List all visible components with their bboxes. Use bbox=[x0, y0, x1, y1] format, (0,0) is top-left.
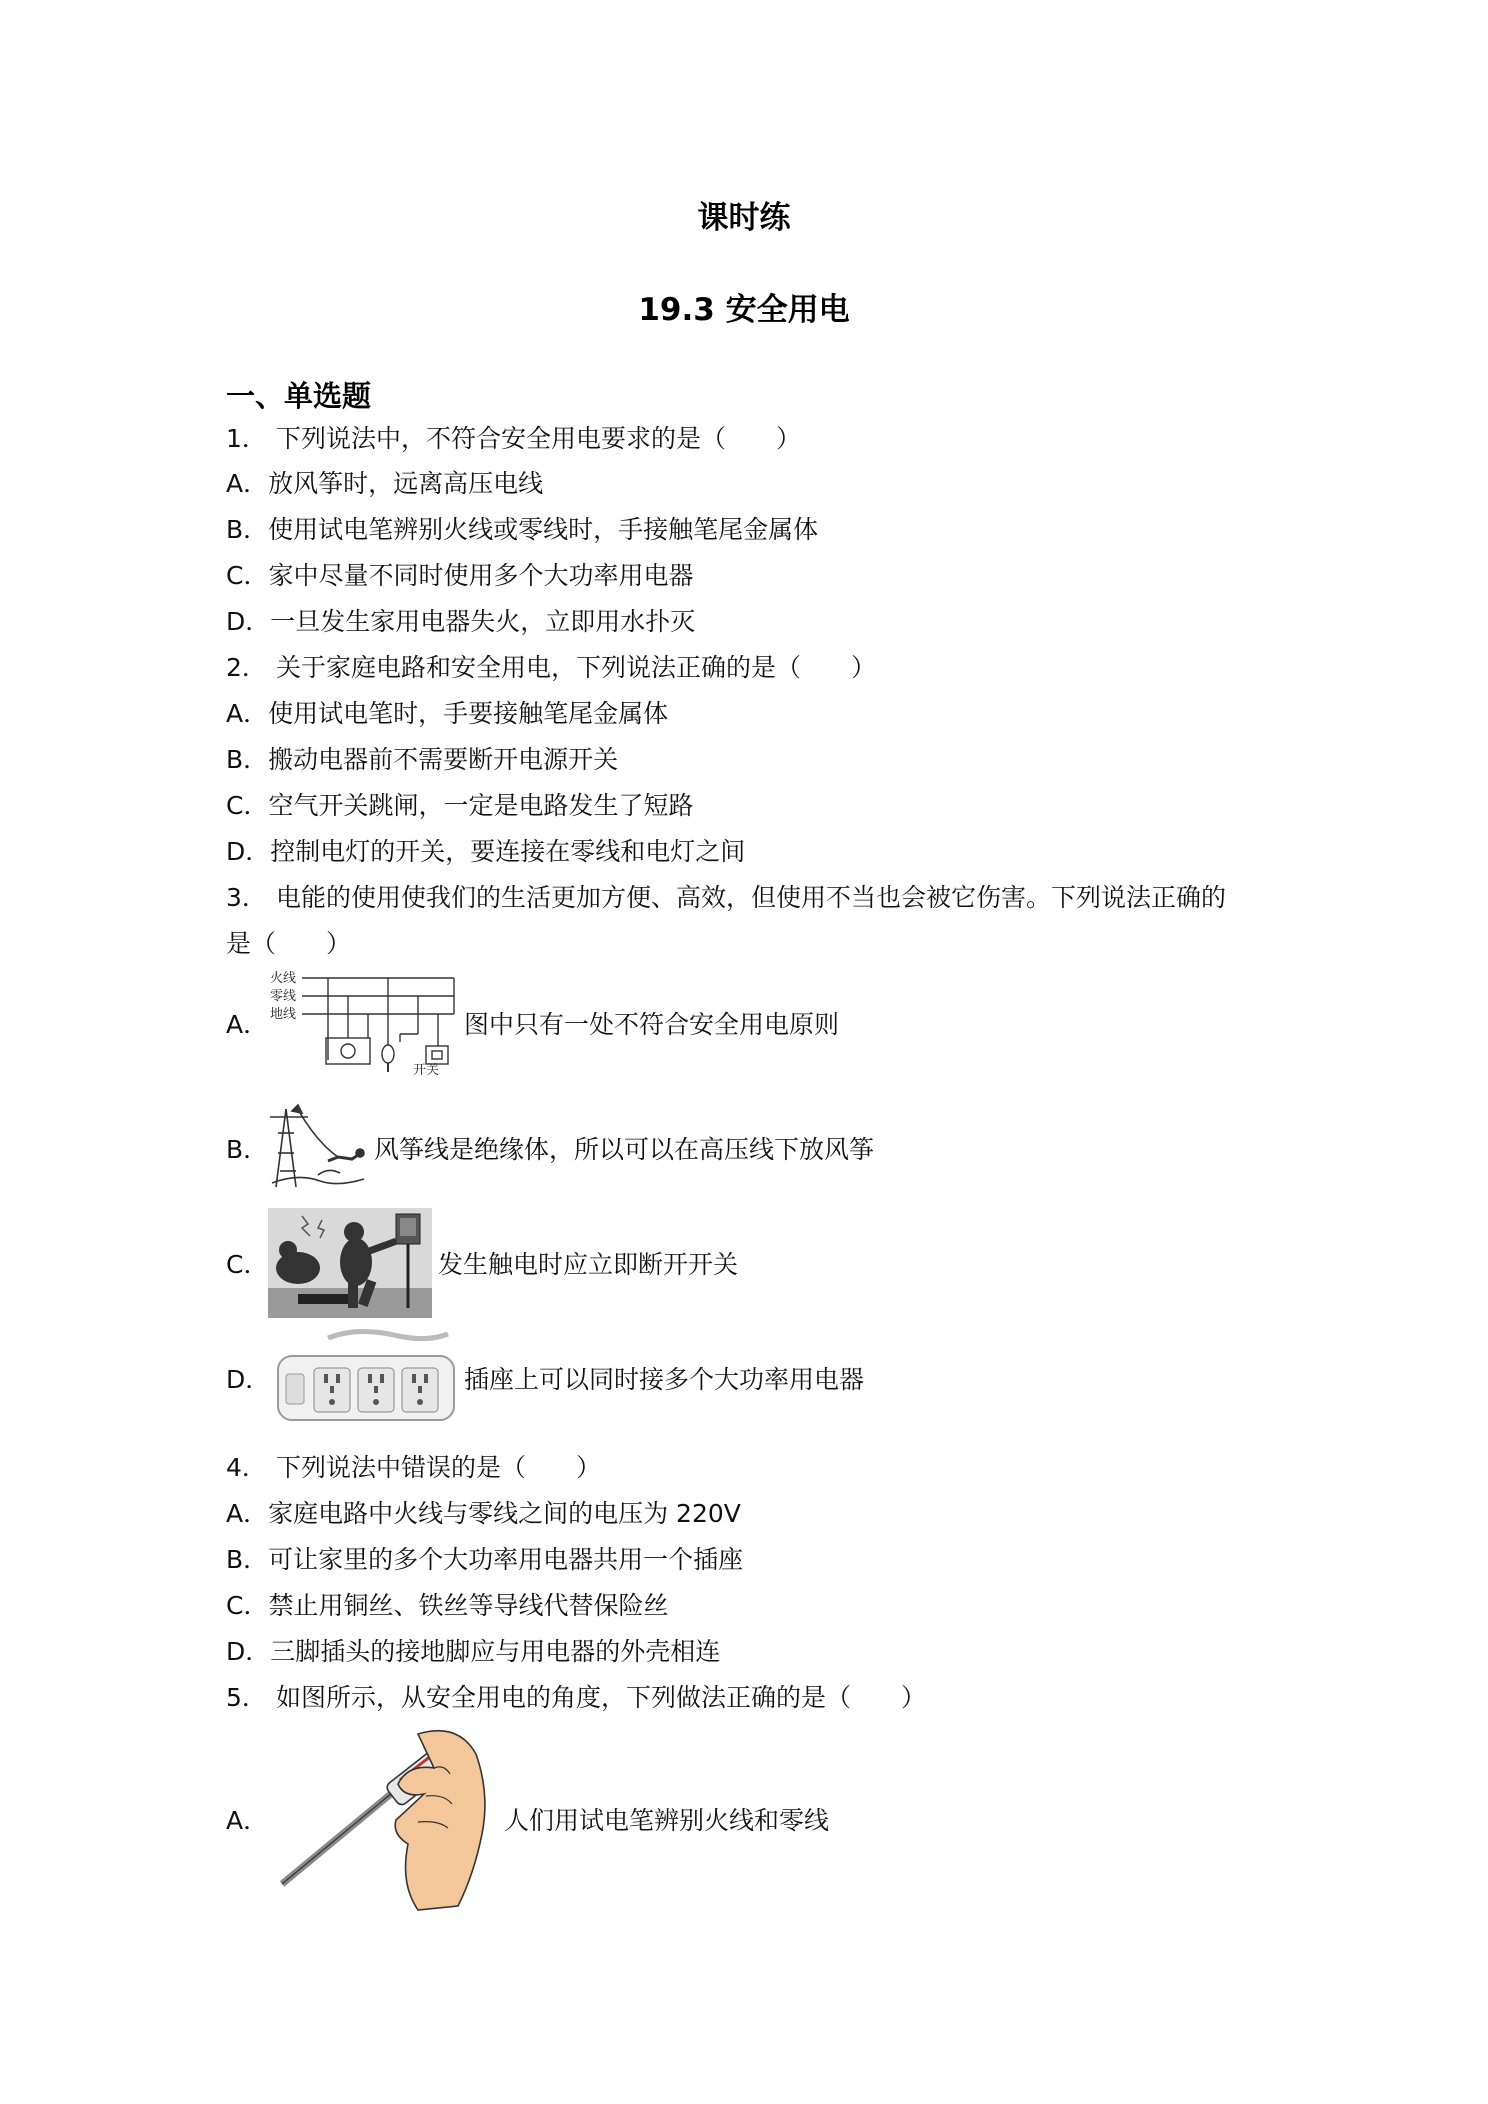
q3-option-a bbox=[226, 968, 839, 1078]
question-4 bbox=[226, 1452, 601, 1484]
question-1 bbox=[226, 423, 801, 455]
q2-option-d: D．控制电灯的开关，要连接在零线和电灯之间 bbox=[226, 837, 746, 866]
q4-option-a: A．家庭电路中火线与零线之间的电压为 220V bbox=[226, 1499, 741, 1528]
power-strip-figure bbox=[268, 1326, 458, 1430]
live-wire-label: 火线 bbox=[270, 971, 297, 986]
question-3 bbox=[226, 882, 1226, 914]
neutral-wire-label: 零线 bbox=[270, 989, 297, 1004]
option-label: D． bbox=[226, 1365, 271, 1394]
question-number: 1． bbox=[226, 424, 267, 453]
electric-shock-rescue-figure bbox=[268, 1208, 432, 1318]
question-text: 如图所示，从安全用电的角度，下列做法正确的是（ ） bbox=[276, 1683, 927, 1712]
q2-option-b: B．搬动电器前不需要断开电源开关 bbox=[226, 745, 619, 774]
q3-option-c bbox=[226, 1208, 738, 1318]
option-label: C． bbox=[226, 1250, 269, 1279]
question-text: 关于家庭电路和安全用电，下列说法正确的是（ ） bbox=[276, 653, 877, 682]
q1-option-d: D．一旦发生家用电器失火，立即用水扑灭 bbox=[226, 607, 696, 636]
q2-option-a: A．使用试电笔时，手要接触笔尾金属体 bbox=[226, 699, 669, 728]
question-text: 下列说法中，不符合安全用电要求的是（ ） bbox=[276, 424, 802, 453]
question-text: 电能的使用使我们的生活更加方便、高效，但使用不当也会被它伤害。下列说法正确的 bbox=[276, 883, 1227, 912]
question-number: 2． bbox=[226, 653, 267, 682]
page-subtitle: 19.3 安全用电 bbox=[638, 292, 850, 328]
option-label: B． bbox=[226, 1135, 269, 1164]
question-5 bbox=[226, 1682, 926, 1714]
question-number: 4． bbox=[226, 1453, 267, 1482]
q4-option-b: B．可让家里的多个大功率用电器共用一个插座 bbox=[226, 1545, 744, 1574]
option-text: 发生触电时应立即断开开关 bbox=[438, 1250, 739, 1279]
q4-option-d: D．三脚插头的接地脚应与用电器的外壳相连 bbox=[226, 1637, 721, 1666]
section-heading: 一、单选题 bbox=[226, 379, 372, 413]
question-3-continued: 是（ ） bbox=[226, 929, 352, 958]
option-label: A． bbox=[226, 1806, 269, 1835]
q3-option-b bbox=[226, 1103, 874, 1193]
question-number: 3． bbox=[226, 883, 267, 912]
circuit-diagram-figure bbox=[268, 968, 458, 1078]
switch-label: 开关 bbox=[413, 1063, 440, 1078]
page-title: 课时练 bbox=[697, 200, 791, 236]
q1-option-b: B．使用试电笔辨别火线或零线时，手接触笔尾金属体 bbox=[226, 515, 819, 544]
test-pen-hand-figure bbox=[268, 1724, 498, 1914]
option-text: 图中只有一处不符合安全用电原则 bbox=[464, 1010, 840, 1039]
option-text: 插座上可以同时接多个大功率用电器 bbox=[464, 1365, 865, 1394]
ground-wire-label: 地线 bbox=[270, 1007, 297, 1022]
q5-option-a bbox=[226, 1724, 829, 1914]
kite-power-line-figure bbox=[268, 1103, 368, 1193]
question-2 bbox=[226, 652, 876, 684]
q3-option-d bbox=[226, 1326, 864, 1430]
q1-option-a: A．放风筝时，远离高压电线 bbox=[226, 469, 544, 498]
question-number: 5． bbox=[226, 1683, 267, 1712]
option-label: A． bbox=[226, 1010, 269, 1039]
question-text: 下列说法中错误的是（ ） bbox=[276, 1453, 602, 1482]
q4-option-c: C．禁止用铜丝、铁丝等导线代替保险丝 bbox=[226, 1591, 669, 1620]
q1-option-c: C．家中尽量不同时使用多个大功率用电器 bbox=[226, 561, 694, 590]
q2-option-c: C．空气开关跳闸，一定是电路发生了短路 bbox=[226, 791, 694, 820]
option-text: 风筝线是绝缘体，所以可以在高压线下放风筝 bbox=[374, 1135, 875, 1164]
option-text: 人们用试电笔辨别火线和零线 bbox=[504, 1806, 830, 1835]
